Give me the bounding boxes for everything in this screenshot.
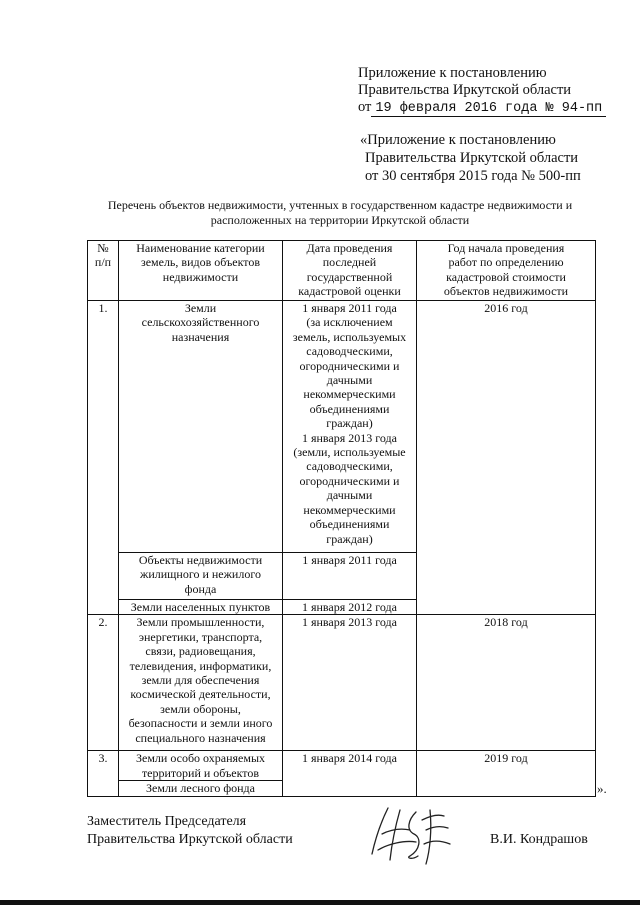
decree-date-handwritten: 19 февраля 2016 года № 94-пп bbox=[371, 101, 606, 117]
row-date: 1 января 2011 года bbox=[283, 553, 417, 600]
row-number: 1. bbox=[88, 301, 119, 615]
appendix-line1: Приложение к постановлению bbox=[358, 65, 547, 81]
quoted-appendix-line3: от 30 сентября 2015 года № 500-пп bbox=[365, 168, 581, 184]
table-row bbox=[88, 301, 596, 553]
title-line2: расположенных на территории Иркутской области bbox=[210, 213, 470, 227]
row-date: 1 января 2012 года bbox=[283, 600, 417, 615]
quoted-appendix-line1: «Приложение к постановлению bbox=[360, 132, 556, 148]
row-category: Земли промышленности, энергетики, транспорта, связи, радиовещания, телевидения, информатики, земли для обеспечения космической деятельности, земли обороны, безопасности и земли иного специального назначения bbox=[119, 615, 283, 751]
header-cell-number: № п/п bbox=[88, 241, 119, 301]
row-year: 2019 год bbox=[417, 751, 596, 796]
row-category: Земли лесного фонда bbox=[119, 781, 283, 796]
row-number: 2. bbox=[88, 615, 119, 751]
scan-border-bottom bbox=[0, 900, 640, 905]
row-year: 2016 год bbox=[417, 301, 596, 615]
row-category: Земли особо охраняемых территорий и объектов bbox=[119, 751, 283, 781]
row-number: 3. bbox=[88, 751, 119, 796]
handwritten-signature bbox=[360, 800, 470, 870]
row-category: Земли сельскохозяйственного назначения bbox=[119, 301, 283, 553]
signer-position-line2: Правительства Иркутской области bbox=[87, 832, 293, 847]
header-cell-category: Наименование категории земель, видов объектов недвижимости bbox=[119, 241, 283, 301]
closing-quote: ». bbox=[597, 781, 607, 796]
row-category: Земли населенных пунктов bbox=[119, 600, 283, 615]
appendix-line2: Правительства Иркутской области bbox=[358, 82, 572, 98]
table-row bbox=[88, 751, 596, 781]
row-date: 1 января 2011 года (за исключением земель, используемых садоводческими, огородническими и дачными некоммерческими объединениями граждан) 1 января 2013 года (земли, используемые садоводческими, огородническими и дачными некоммерческими объединениями граждан) bbox=[283, 301, 417, 553]
row-category: Объекты недвижимости жилищного и нежилого фонда bbox=[119, 553, 283, 600]
header-cell-year: Год начала проведения работ по определению кадастровой стоимости объектов недвижимости bbox=[417, 241, 596, 301]
row-date: 1 января 2014 года bbox=[283, 751, 417, 796]
title-line1: Перечень объектов недвижимости, учтенных в государственном кадастре недвижимости и bbox=[107, 198, 573, 212]
signer-position-line1: Заместитель Председателя bbox=[87, 814, 247, 829]
table-header-row bbox=[88, 241, 596, 301]
document-title bbox=[60, 198, 620, 228]
row-year: 2018 год bbox=[417, 615, 596, 751]
appendix-date-line bbox=[358, 98, 606, 117]
table-row bbox=[88, 615, 596, 751]
from-prefix: от bbox=[358, 99, 372, 115]
quoted-appendix-line2: Правительства Иркутской области bbox=[365, 150, 579, 166]
header-cell-date: Дата проведения последней государственной кадастровой оценки bbox=[283, 241, 417, 301]
real-estate-table bbox=[87, 240, 596, 797]
signer-name: В.И. Кондрашов bbox=[490, 832, 588, 847]
row-date: 1 января 2013 года bbox=[283, 615, 417, 751]
